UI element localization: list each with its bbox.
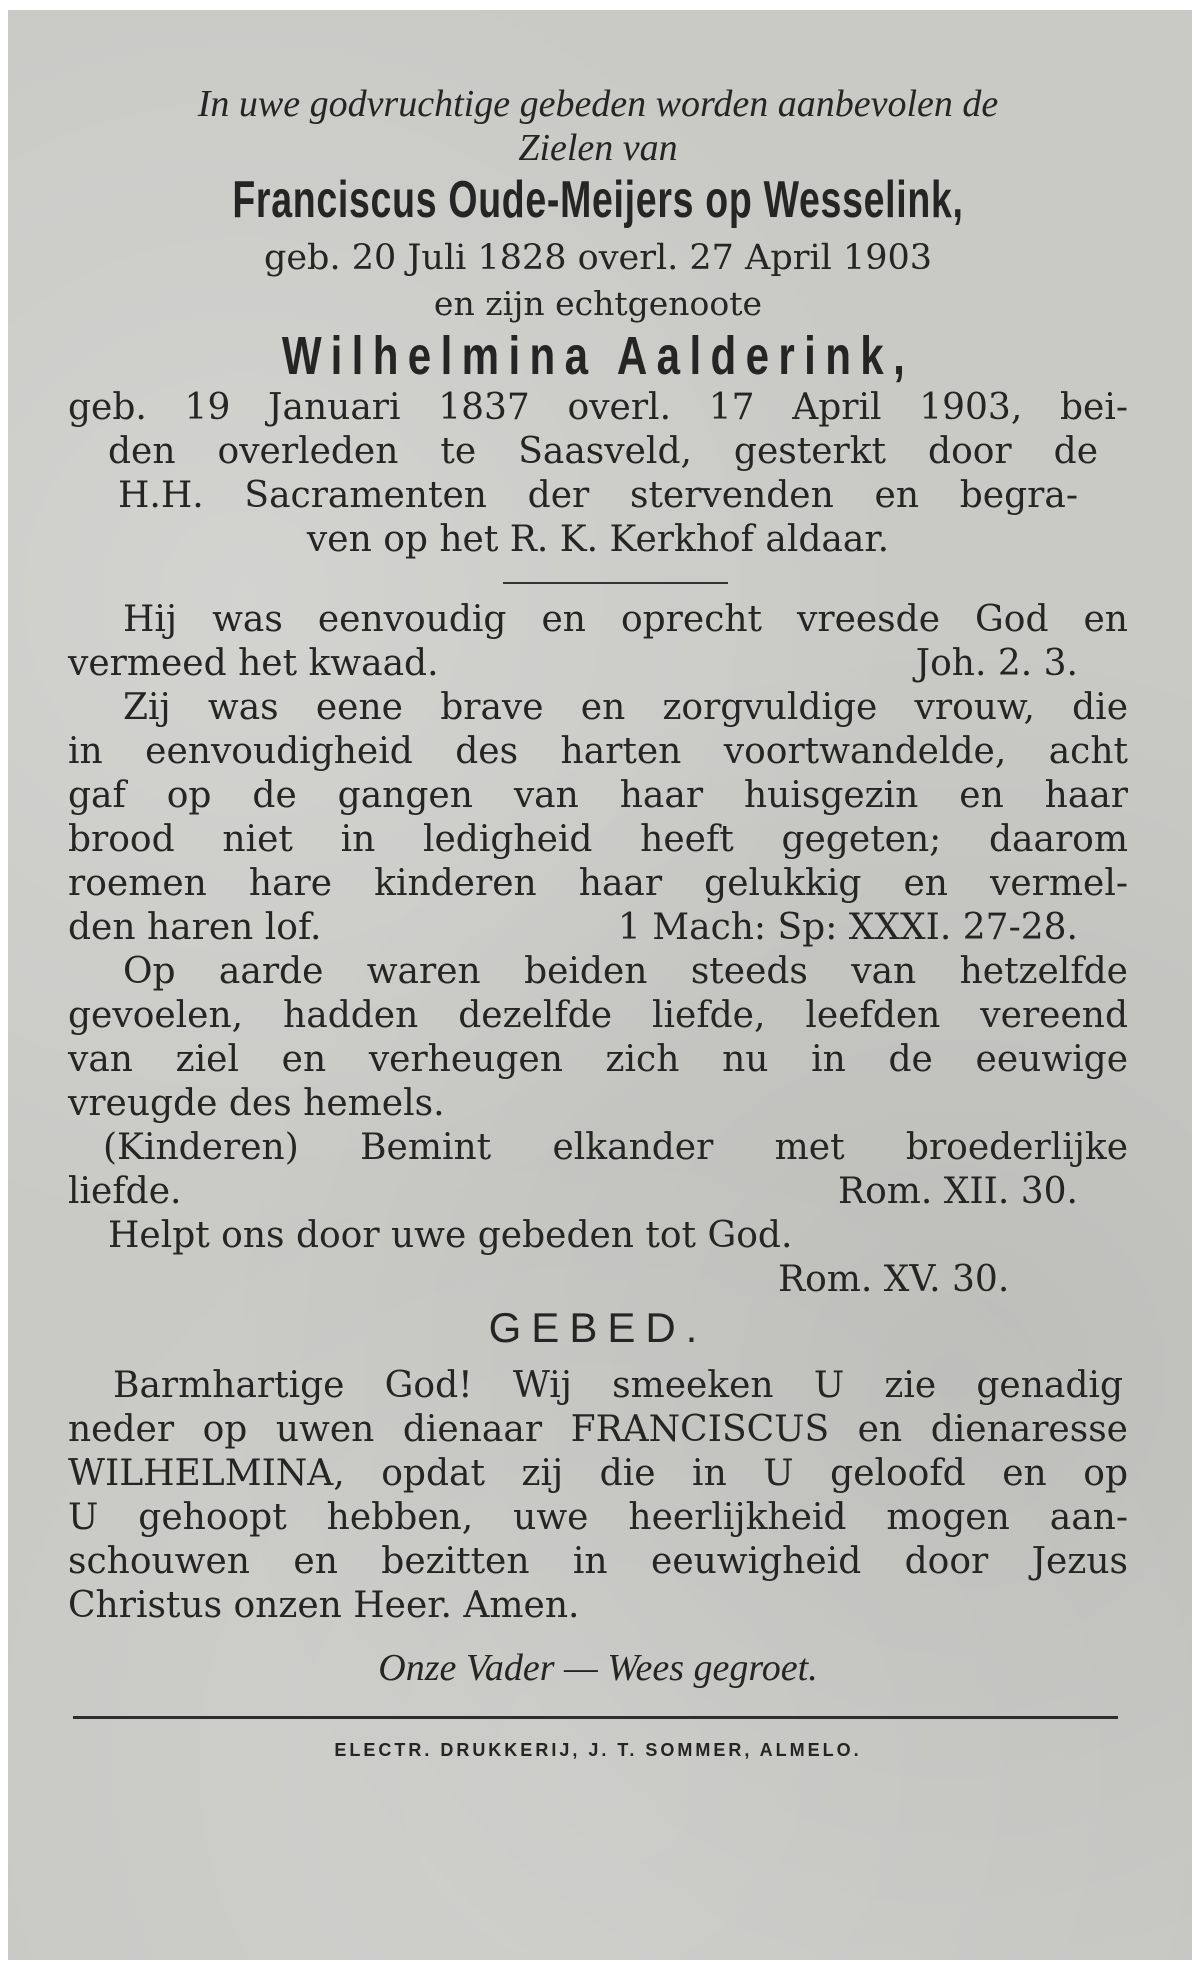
intro-line-2: Zielen van bbox=[518, 127, 678, 169]
prayer-closing: Onze Vader — Wees gegroet. bbox=[378, 1647, 818, 1689]
person1-dates: geb. 20 Juli 1828 overl. 27 April 1903 bbox=[263, 238, 933, 278]
verse4-ref: Rom. XII. 30. bbox=[837, 1171, 1078, 1212]
prayer-line-6: Christus onzen Heer. Amen. bbox=[68, 1585, 580, 1626]
verse2-line-4: brood niet in ledigheid heeft gegeten; daarom bbox=[68, 819, 1128, 860]
prayer-line-5: schouwen en bezitten in eeuwigheid door Jezus bbox=[68, 1541, 1128, 1582]
verse5-ref: Rom. XV. 30. bbox=[778, 1259, 1010, 1300]
person2-detail-2: den overleden te Saasveld, gesterkt door de bbox=[108, 431, 1098, 472]
verse2-line-3: gaf op de gangen van haar huisgezin en haar bbox=[68, 775, 1128, 816]
verse1-last: vermeed het kwaad. bbox=[68, 643, 439, 684]
person2-detail-3: H.H. Sacramenten der stervenden en begra- bbox=[118, 475, 1078, 516]
person2-detail-1: geb. 19 Januari 1837 overl. 17 April 1903, bei- bbox=[68, 387, 1128, 428]
person2-name: Wilhelmina Aalderink, bbox=[281, 326, 915, 386]
intro-line-1: In uwe godvruchtige gebeden worden aanbevolen de bbox=[197, 83, 999, 125]
memorial-card bbox=[8, 10, 1192, 1960]
verse4-line-1: (Kinderen) Bemint elkander met broederlijke bbox=[103, 1127, 1128, 1168]
prayer-line-3: WILHELMINA, opdat zij die in U geloofd en op bbox=[68, 1453, 1128, 1494]
printer-imprint: ELECTR. DRUKKERIJ, J. T. SOMMER, ALMELO. bbox=[334, 1740, 862, 1760]
verse2-last: den haren lof. bbox=[68, 907, 322, 948]
verse3-line-3: van ziel en verheugen zich nu in de eeuwige bbox=[68, 1039, 1128, 1080]
person1-name: Franciscus Oude-Meijers op Wesselink, bbox=[232, 171, 964, 229]
verse1-line-1: Hij was eenvoudig en oprecht vreesde God en bbox=[123, 599, 1128, 640]
prayer-line-4: U gehoopt hebben, uwe heerlijkheid mogen aan- bbox=[68, 1497, 1128, 1538]
verse2-line-2: in eenvoudigheid des harten voortwandelde, acht bbox=[68, 731, 1128, 772]
verse2-line-1: Zij was eene brave en zorgvuldige vrouw, die bbox=[123, 687, 1128, 728]
prayer-line-2: neder op uwen dienaar FRANCISCUS en dienaresse bbox=[68, 1409, 1128, 1450]
person1-relation: en zijn echtgenoote bbox=[433, 284, 763, 323]
person2-detail-4: ven op het R. K. Kerkhof aldaar. bbox=[306, 519, 890, 560]
prayer-line-1: Barmhartige God! Wij smeeken U zie genadig bbox=[113, 1365, 1123, 1406]
verse2-line-6 bbox=[68, 906, 1078, 950]
verse2-line-5: roemen hare kinderen haar gelukkig en vermel- bbox=[68, 863, 1128, 904]
verse4-last: liefde. bbox=[68, 1171, 182, 1212]
verse3-line-1: Op aarde waren beiden steeds van hetzelfde bbox=[123, 951, 1128, 992]
separator bbox=[503, 582, 728, 584]
verse4-line-2 bbox=[68, 1170, 1078, 1214]
verse2-ref: 1 Mach: Sp: XXXI. 27-28. bbox=[617, 907, 1078, 948]
verse3-line-2: gevoelen, hadden dezelfde liefde, leefden vereend bbox=[68, 995, 1128, 1036]
verse1-ref: Joh. 2. 3. bbox=[915, 643, 1078, 684]
verse3-line-4: vreugde des hemels. bbox=[68, 1083, 445, 1124]
verse5-line: Helpt ons door uwe gebeden tot God. bbox=[108, 1215, 793, 1256]
prayer-heading: GEBED. bbox=[488, 1304, 708, 1351]
verse1-line-2 bbox=[68, 642, 1078, 686]
footer-rule bbox=[73, 1716, 1118, 1719]
